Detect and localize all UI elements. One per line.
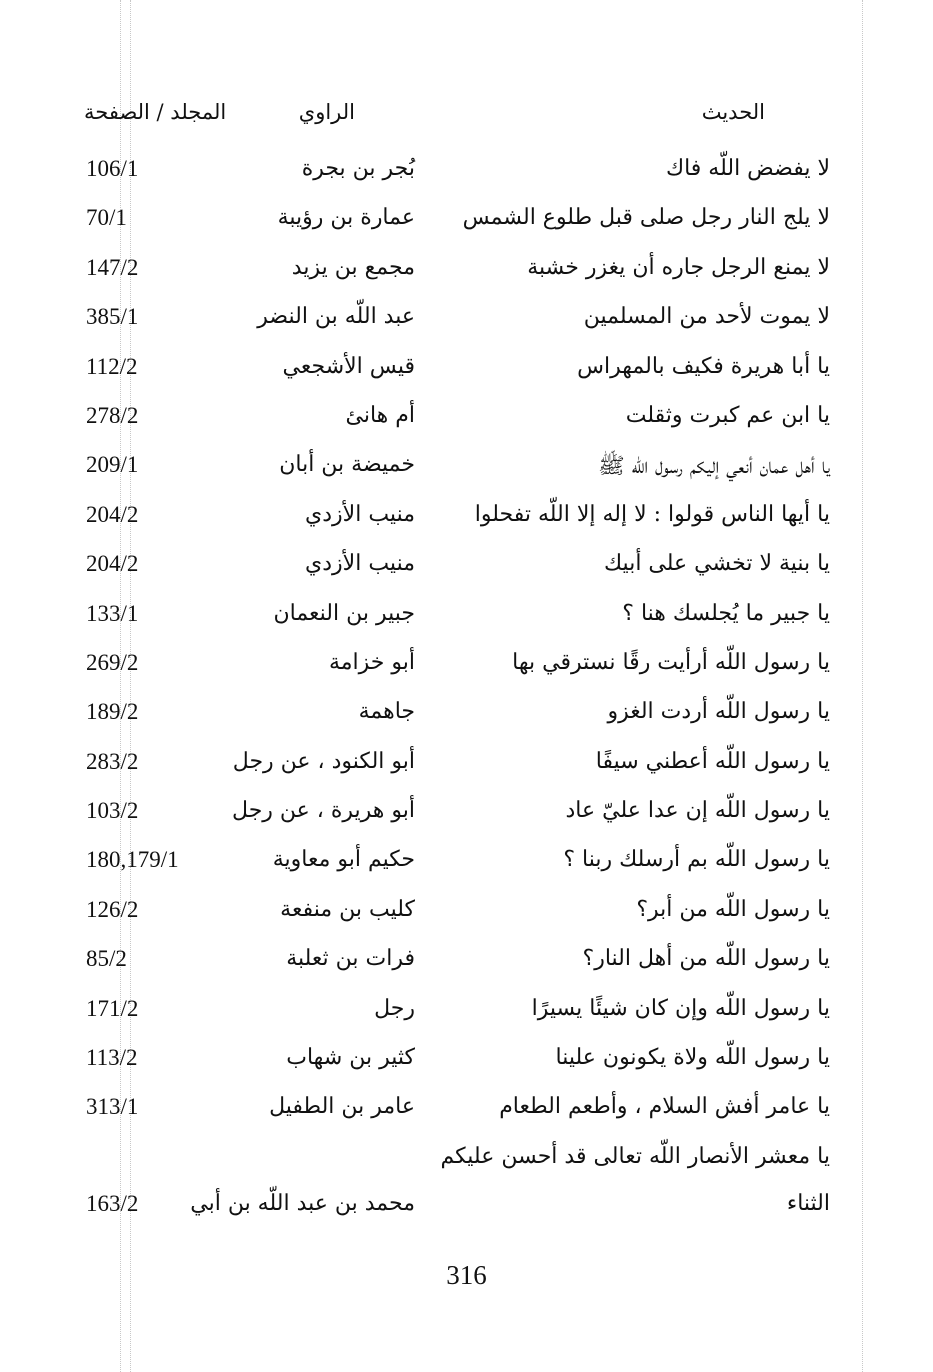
volume-page: 147/2 [86,254,139,280]
volume-page: 85/2 [86,946,127,972]
narrator: عمارة بن رؤيبة [277,205,415,231]
hadith-text: لا يفضض اللّه فاك [665,156,830,181]
header-rawi: الراوي [298,100,355,124]
volume-page: 106/1 [86,156,139,181]
table-row [0,199,933,248]
table-row [0,990,933,1039]
table-row [0,446,933,495]
hadith-text: يا جبير ما يُجلسك هنا ؟ [622,600,830,626]
table-row [0,743,933,792]
hadith-text: يا أيها الناس قولوا : لا إله إلا اللّه تفحلوا [474,501,830,527]
volume-page: 385/1 [86,304,139,330]
table-row [0,1088,933,1137]
page-number: 316 [446,1260,487,1290]
volume-page: 70/1 [86,205,127,231]
volume-page: 283/2 [86,748,139,774]
narrator: بُجر بن بجرة [301,156,415,181]
table-row [0,595,933,644]
table-row [0,249,933,298]
volume-page: 313/1 [86,1094,139,1120]
narrator: منيب الأزدي [305,501,415,527]
narrator: جاهمة [358,699,415,725]
narrator: أبو خزامة [328,649,415,675]
volume-page: 209/1 [86,452,139,478]
narrator: محمد بن عبد اللّه بن أبي [190,1190,415,1216]
narrator: حكيم أبو معاوية [272,847,415,873]
volume-page: 171/2 [86,995,139,1021]
header-volume-page: المجلد / الصفحة [84,100,227,124]
hadith-text: يا أهل عمان أنعي إليكم رسول اللّه ﷺ [598,454,830,480]
narrator: قيس الأشجعي [282,353,415,379]
hadith-text: يا رسول اللّه أعطني سيفًا [595,748,830,774]
table-header [0,100,933,134]
table-row [0,348,933,397]
table-row [0,545,933,594]
hadith-text: يا عامر أفش السلام ، وأطعم الطعام [499,1094,830,1120]
volume-page: 113/2 [86,1045,138,1071]
hadith-text: يا رسول اللّه أردت الغزو [607,699,830,725]
table-row [0,150,933,199]
table-row [0,644,933,693]
hadith-index-table [0,150,933,1234]
table-row [0,496,933,545]
hadith-text: الثناء [786,1190,830,1216]
table-row [0,940,933,989]
hadith-text: لا يموت لأحد من المسلمين [583,304,830,330]
table-row [0,792,933,841]
narrator: رجل [374,995,415,1021]
narrator: خميضة بن أبان [279,452,415,478]
volume-page: 204/2 [86,551,139,577]
volume-page: 163/2 [86,1190,139,1216]
hadith-text: يا رسول اللّه من أهل النار؟ [582,946,830,972]
table-row [0,1138,933,1185]
volume-page: 189/2 [86,699,139,725]
hadith-text: يا رسول اللّه من أبر؟ [636,896,830,922]
narrator: عامر بن الطفيل [269,1094,415,1120]
narrator: فرات بن ثعلبة [286,946,415,972]
narrator: منيب الأزدي [305,551,415,577]
hadith-text: لا يلج النار رجل صلى قبل طلوع الشمس [462,205,830,231]
hadith-text: يا أبا هريرة فكيف بالمهراس [577,353,830,379]
table-row [0,1039,933,1088]
narrator: كثير بن شهاب [286,1045,415,1071]
narrator: أبو الكنود ، عن رجل [232,748,415,774]
narrator: جبير بن النعمان [273,600,415,626]
table-row [0,298,933,347]
hadith-text: لا يمنع الرجل جاره أن يغزر خشبة [527,254,830,280]
header-hadith: الحديث [701,100,765,124]
table-row [0,397,933,446]
hadith-text: يا بنية لا تخشي على أبيك [604,551,830,577]
table-row [0,891,933,940]
hadith-text: يا ابن عم كبرت وثقلت [625,402,830,428]
table-row [0,841,933,890]
volume-page: 269/2 [86,649,139,675]
hadith-text: يا رسول اللّه أرأيت رقًا نسترقي بها [512,649,830,675]
table-row [0,1185,933,1234]
volume-page: 278/2 [86,402,139,428]
narrator: مجمع بن يزيد [291,254,415,280]
hadith-text: يا رسول اللّه بم أرسلك ربنا ؟ [563,847,830,873]
hadith-text: يا معشر الأنصار اللّه تعالى قد أحسن عليكم [440,1143,830,1169]
volume-page: 103/2 [86,798,139,824]
volume-page: 133/1 [86,600,139,626]
hadith-text: يا رسول اللّه وإن كان شيئًا يسيرًا [531,995,830,1021]
volume-page: 112/2 [86,353,138,379]
volume-page: 180,179/1 [86,847,179,873]
hadith-text: يا رسول اللّه إن عدا عليّ عاد [565,798,830,824]
table-row [0,693,933,742]
narrator: عبد اللّه بن النضر [257,304,415,330]
hadith-text: يا رسول اللّه ولاة يكونون علينا [555,1045,830,1071]
narrator: كليب بن منفعة [280,896,415,922]
volume-page: 204/2 [86,501,139,527]
volume-page: 126/2 [86,896,139,922]
narrator: أم هانئ [345,402,415,428]
narrator: أبو هريرة ، عن رجل [232,798,415,824]
